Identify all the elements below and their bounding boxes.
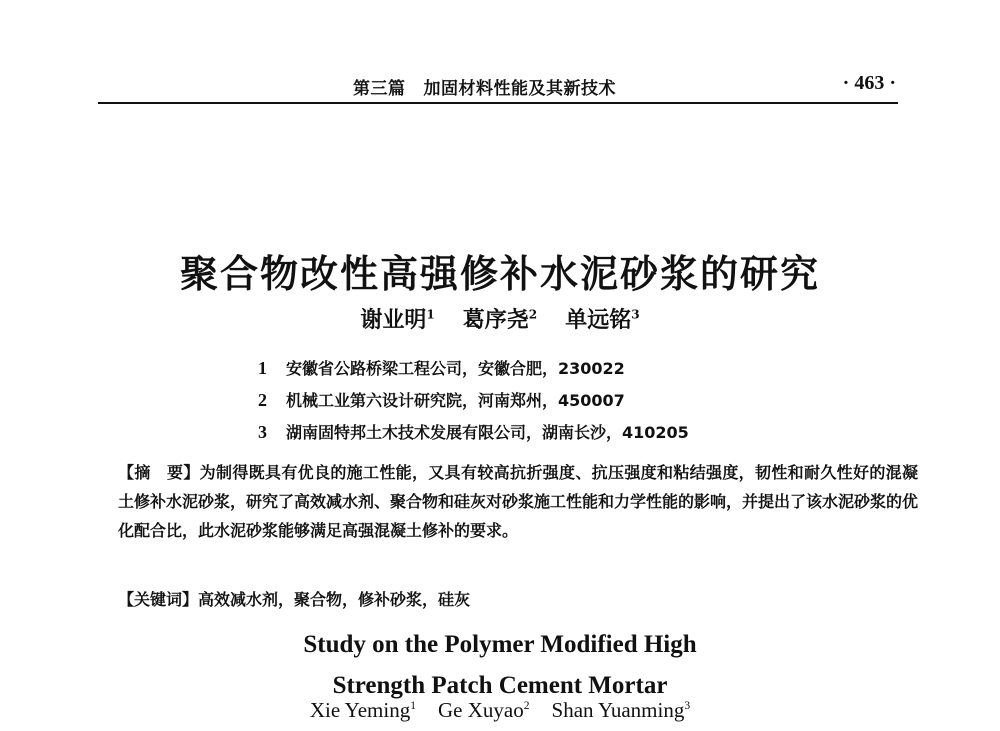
running-header — [98, 68, 898, 102]
title-en-line-1: Study on the Polymer Modified High — [303, 631, 697, 658]
abstract-label: 【摘 要】 — [118, 463, 200, 482]
abstract-text: 为制得既具有优良的施工性能，又具有较高抗折强度、抗压强度和粘结强度，韧性和耐久性好的混凝土修补水泥砂浆，研究了高效减水剂、聚合物和硅灰对砂浆施工性能和力学性能的影响，并提出了该水泥砂浆的优化配合比，此水泥砂浆能够满足高强混凝土修补的要求。 — [118, 463, 919, 540]
author-cn: 单远铭$^3$ — [565, 307, 640, 333]
header-section-title — [353, 74, 616, 99]
author-cn: 葛序尧$^2$ — [462, 307, 538, 333]
header-section: 加固材料性能及其新技术 — [423, 79, 616, 99]
affiliation-item: 3 湖南固特邦土木技术发展有限公司，湖南长沙，410205 — [258, 422, 689, 442]
keywords-text: 高效减水剂，聚合物，修补砂浆，硅灰 — [198, 590, 471, 609]
affiliation-item: 1 安徽省公路桥梁工程公司，安徽合肥，230022 — [258, 358, 625, 378]
author-en: Shan Yuanming$^3$ — [551, 698, 691, 722]
author-cn: 谢业明$^1$ — [360, 307, 435, 333]
paper-title-cn: 聚合物改性高强修补水泥砂浆的研究 — [179, 251, 820, 296]
keywords-label: 【关键词】 — [118, 590, 199, 609]
abstract — [118, 458, 918, 545]
paper-title-en — [0, 624, 1000, 706]
author-en: Ge Xuyao$^2$ — [438, 698, 530, 722]
authors-en — [0, 698, 1000, 723]
header-part: 第三篇 — [353, 79, 406, 99]
page-number: · 463 · — [842, 72, 896, 94]
author-en: Xie Yeming$^1$ — [309, 698, 417, 722]
title-en-line-2: Strength Patch Cement Mortar — [332, 672, 668, 699]
affiliations — [258, 356, 689, 452]
authors-cn — [0, 303, 1000, 334]
keywords — [118, 587, 918, 610]
header-rule — [98, 102, 898, 104]
affiliation-item: 2 机械工业第六设计研究院，河南郑州，450007 — [258, 390, 625, 410]
